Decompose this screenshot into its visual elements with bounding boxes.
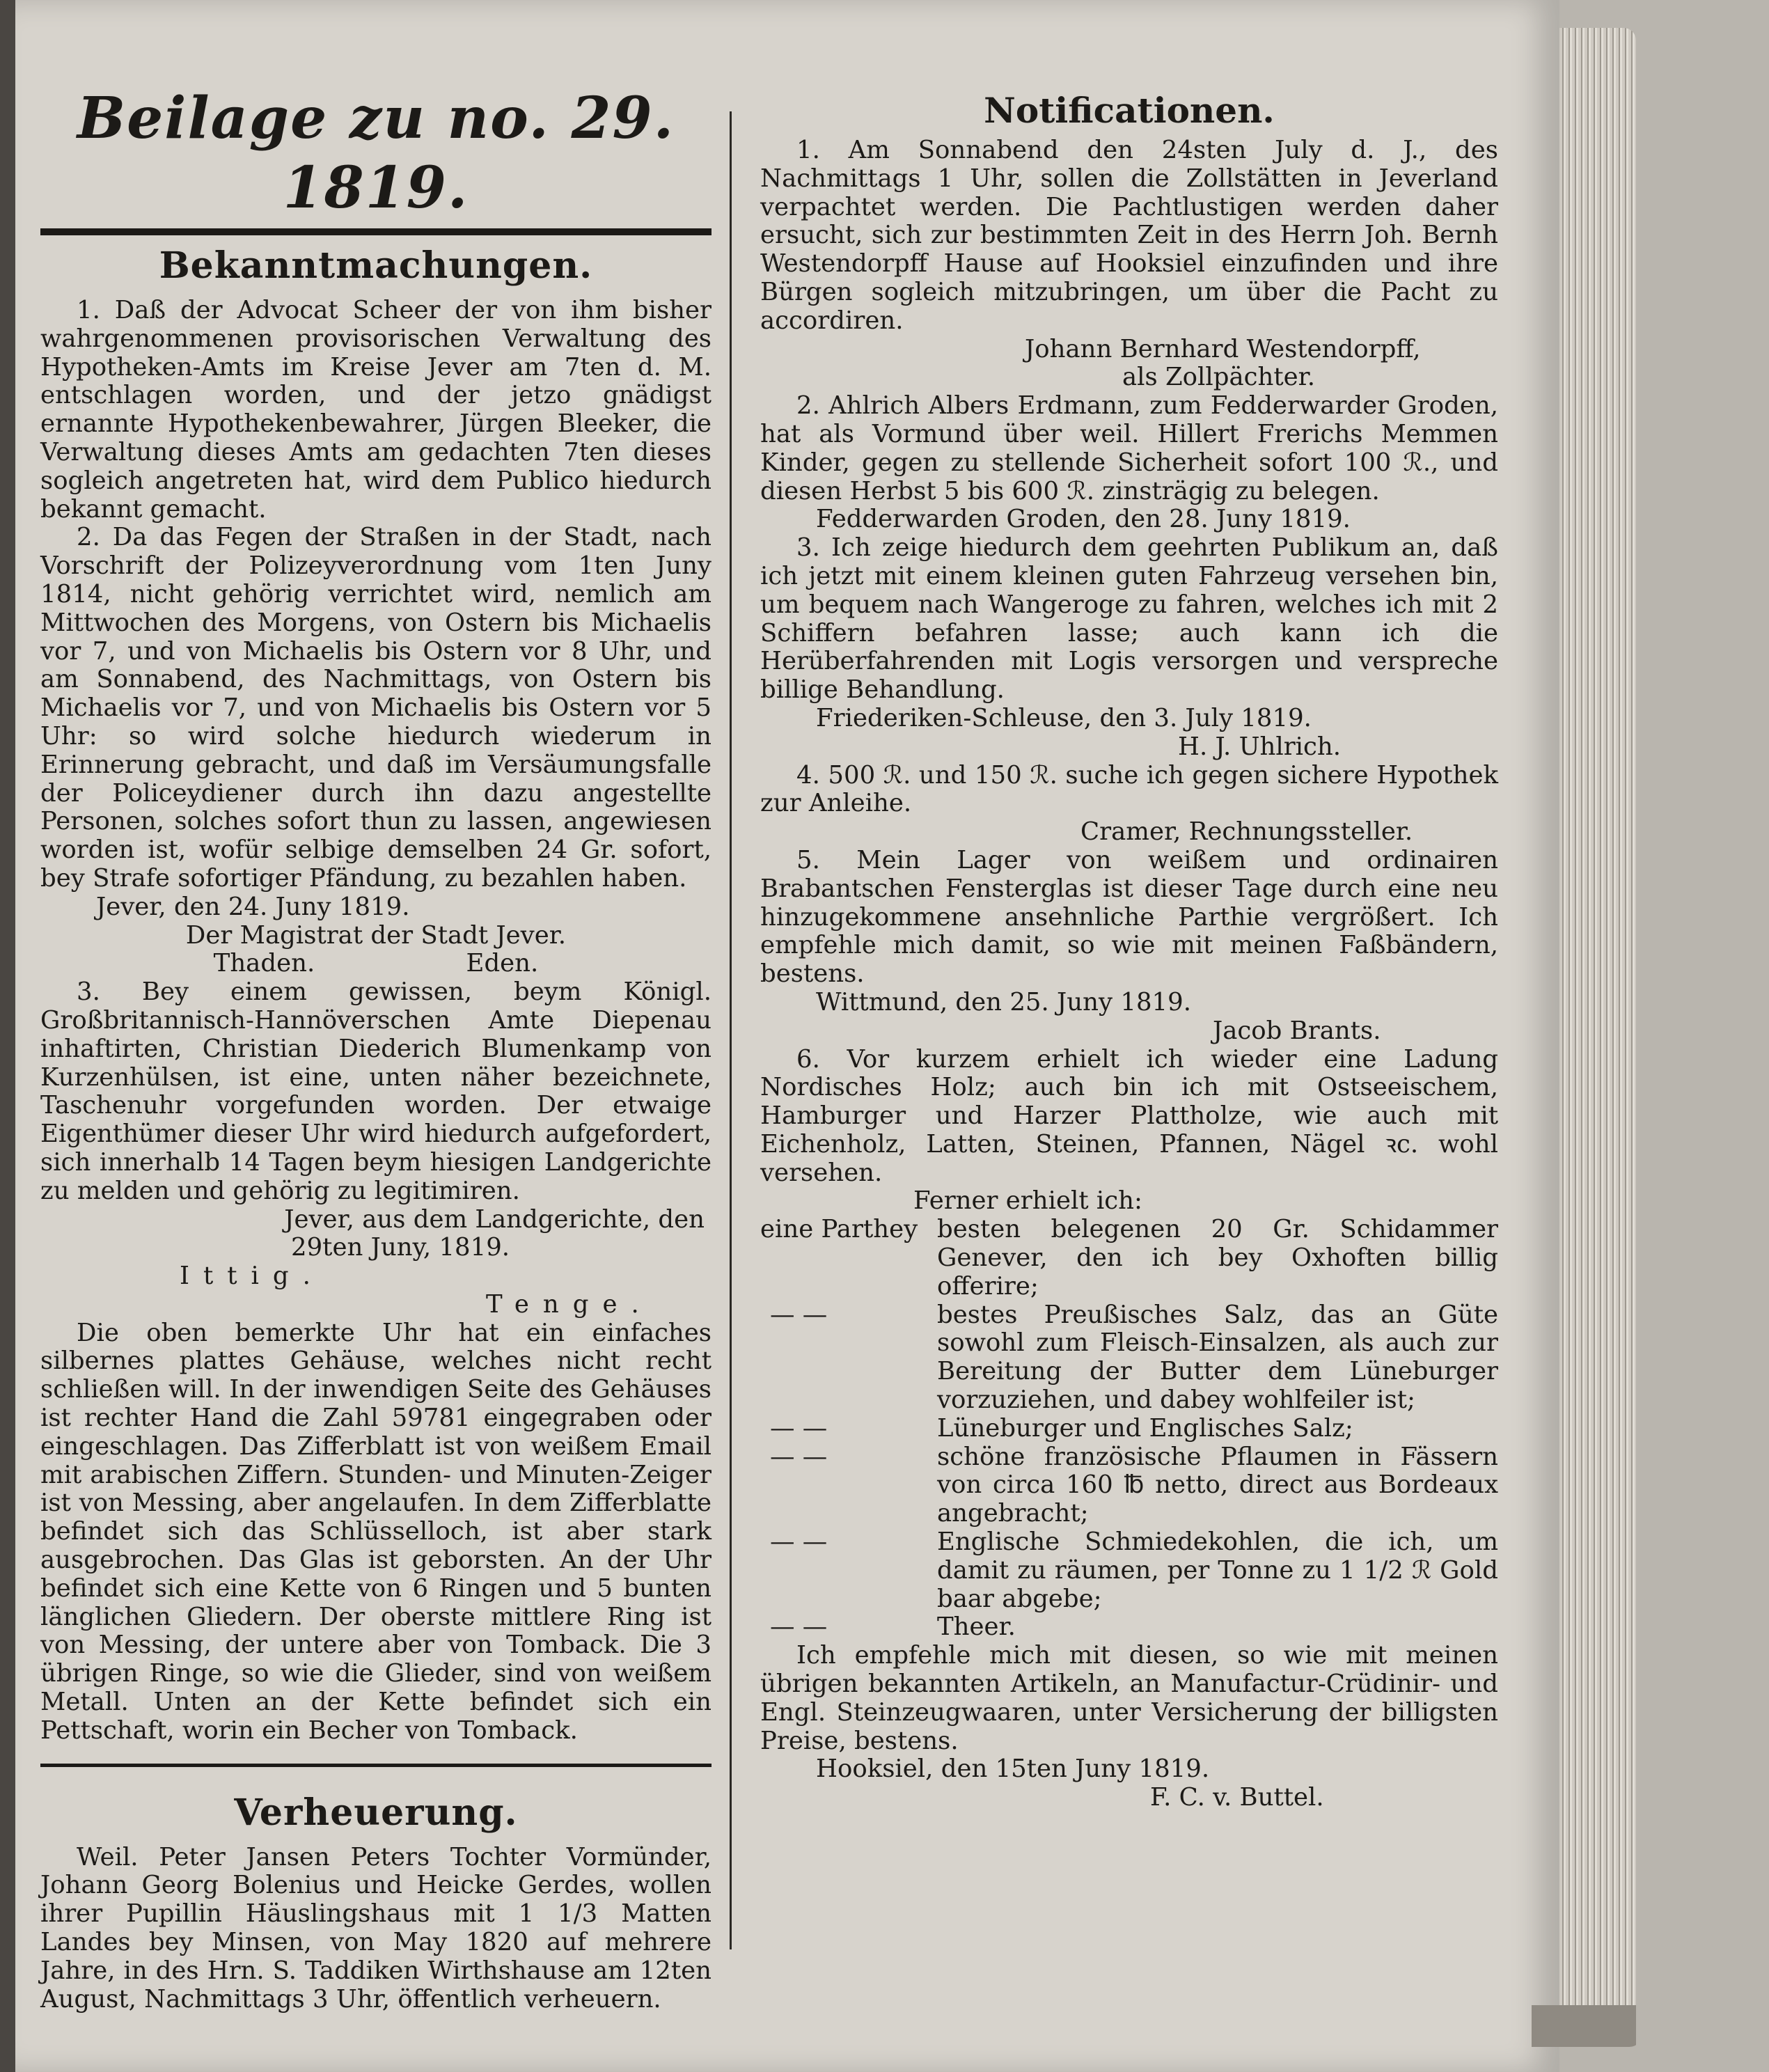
notice-3-date-line2: 29ten Juny, 1819. bbox=[291, 1233, 510, 1262]
masthead-rule bbox=[40, 228, 711, 235]
section-heading-bekanntmachungen: Bekanntmachungen. bbox=[159, 244, 593, 287]
goods-prefix: — — bbox=[770, 1442, 828, 1471]
goods-prefix: eine Parthey bbox=[760, 1215, 918, 1244]
book-page-edges bbox=[1559, 28, 1636, 2047]
goods-prefix: — — bbox=[770, 1528, 828, 1557]
notification-2-text: 2. Ahlrich Albers Erdmann, zum Fedderwarder Groden, hat als Vormund über weil. Hillert Frerichs Memmen Kinder, gegen zu stellende Sicherheit sofort 100 ℛ., und diesen Herbst 5 bis 600 ℛ. zinsträgig zu belegen. bbox=[760, 391, 1498, 505]
notification-2-date: Fedderwarden Groden, den 28. Juny 1819. bbox=[816, 505, 1351, 534]
notification-4-signer: Cramer, Rechnungssteller. bbox=[1080, 817, 1413, 847]
section-heading-verheuerung: Verheuerung. bbox=[234, 1791, 518, 1834]
notification-3-text: 3. Ich zeige hiedurch dem geehrten Publikum an, daß ich jetzt mit einem kleinen guten Fahrzeug versehen bin, um bequem nach Wangeroge zu fahren, welches ich mit 2 Schiffern befahren lasse; auch kann ich die Herüberfahrenden mit Logis versorgen und verspreche billige Behandlung. bbox=[760, 533, 1498, 705]
column-rule bbox=[730, 111, 732, 1949]
section-bekanntmachungen bbox=[40, 245, 711, 1745]
notification-6-text: 6. Vor kurzem erhielt ich wieder eine Ladung Nordisches Holz; auch bin ich mit Ostseeischem, Hamburger und Harzer Plattholze, wie auch mit Eichenholz, Latten, Steinen, Pfannen, Nägel ꝛc. wohl versehen. bbox=[760, 1044, 1498, 1187]
notification-6-closing: Ich empfehle mich mit diesen, so wie mit meinen übrigen bekannten Artikeln, an Manufactur-Crüdinir- und Engl. Steinzeugwaaren, unter Versicherung der billigsten Preise, bestens. bbox=[760, 1641, 1498, 1755]
notification-3-date: Friederiken-Schleuse, den 3. July 1819. bbox=[816, 703, 1312, 732]
notification-5-signer: Jacob Brants. bbox=[1213, 1016, 1381, 1045]
notice-2-names bbox=[40, 950, 711, 978]
notice-2-name-thaden: Thaden. bbox=[213, 949, 315, 978]
goods-text: besten belegenen 20 Gr. Schidammer Genever, den ich bey Oxhoften billig offerire; bbox=[937, 1215, 1498, 1301]
masthead-title: Beilage zu no. 29. 1819. bbox=[77, 85, 675, 221]
notification-1-signer: Johann Bernhard Westendorpff, bbox=[1025, 334, 1421, 363]
notice-1-text: 1. Daß der Advocat Scheer der von ihm bisher wahrgenommenen provisorischen Verwaltung des Hypotheken-Amts im Kreise Jever am 7ten d. M. entschlagen worden, und der jetzo gnädigst ernannte Hypothekenbewahrer, Jürgen Bleeker, die Verwaltung dieses Amts am gedachten 7ten dieses sogleich angetreten hat, wird dem Publico hiedurch bekannt gemacht. bbox=[40, 296, 711, 524]
list-item bbox=[760, 1415, 1498, 1443]
notification-1-text: 1. Am Sonnabend den 24sten July d. J., des Nachmittags 1 Uhr, sollen die Zollstätten in Jeverland verpachtet werden. Die Pachtlustigen werden daher ersucht, sich zur bestimmten Zeit in des Herrn Joh. Bernh Westendorpff Hause auf Hooksiel einzufinden und ihre Bürgen sogleich mitzubringen, um über die Pacht zu accordiren. bbox=[760, 136, 1498, 335]
scan-left-edge bbox=[0, 0, 15, 2072]
notification-5-date: Wittmund, den 25. Juny 1819. bbox=[816, 987, 1191, 1017]
notice-3-name-ittig: Ittig. bbox=[180, 1262, 324, 1291]
notification-6-date: Hooksiel, den 15ten Juny 1819. bbox=[816, 1755, 1210, 1784]
list-item bbox=[760, 1613, 1498, 1642]
notification-4-text: 4. 500 ℛ. und 150 ℛ. suche ich gegen sichere Hypothek zur Anleihe. bbox=[760, 760, 1498, 818]
goods-text: schöne französische Pflaumen in Fässern von circa 160 ℔ netto, direct aus Bordeaux angebracht; bbox=[937, 1442, 1498, 1528]
notification-6-signer: F. C. v. Buttel. bbox=[1150, 1783, 1324, 1812]
notice-2-name-eden: Eden. bbox=[466, 949, 539, 978]
list-item bbox=[760, 1528, 1498, 1613]
list-item bbox=[760, 1216, 1498, 1301]
notification-1-role: als Zollpächter. bbox=[1122, 363, 1316, 392]
goods-prefix: — — bbox=[770, 1612, 828, 1642]
goods-list bbox=[760, 1216, 1498, 1642]
goods-text: bestes Preußisches Salz, das an Güte sowohl zum Fleisch-Einsalzen, als auch zur Bereitung der Butter dem Lüneburger vorzuziehen, und dabey wohlfeiler ist; bbox=[937, 1300, 1498, 1415]
notice-3-name-tenge: Tenge. bbox=[486, 1289, 653, 1319]
section-verheuerung bbox=[40, 1792, 711, 2014]
notification-3-signer: H. J. Uhlrich. bbox=[1178, 732, 1342, 761]
goods-text: Englische Schmiedekohlen, die ich, um damit zu räumen, per Tonne zu 1 1/2 ℛ Gold baar abgebe; bbox=[937, 1528, 1498, 1613]
goods-prefix: — — bbox=[770, 1300, 828, 1329]
notice-3-text: 3. Bey einem gewissen, beym Königl. Großbritannisch-Hannöverschen Amte Diepenau inhaftirten, Christian Diederich Blumenkamp von Kurzenhülsen, ist eine, unten näher bezeichnete, Taschenuhr vorgefunden worden. Der etwaige Eigenthümer dieser Uhr wird hiedurch aufgefordert, sich innerhalb 14 Tagen beym hiesigen Landgerichte zu melden und gehörig zu legitimiren. bbox=[40, 978, 711, 1205]
goods-text: Theer. bbox=[937, 1612, 1016, 1642]
right-column bbox=[760, 84, 1498, 1812]
goods-prefix: — — bbox=[770, 1413, 828, 1443]
book-corner bbox=[1532, 2005, 1643, 2047]
goods-text: Lüneburger und Englisches Salz; bbox=[937, 1413, 1353, 1443]
notification-5-text: 5. Mein Lager von weißem und ordinairen Brabantschen Fensterglas ist dieser Tage durch eine neu hinzugekommene ansehnliche Parthie vergrößert. Ich empfehle mich damit, so wie mit meinen Faßbändern, bestens. bbox=[760, 845, 1498, 989]
scan-background bbox=[1636, 0, 1769, 2072]
verheuerung-text: Weil. Peter Jansen Peters Tochter Vormünder, Johann Georg Bolenius und Heicke Gerdes, wollen ihrer Pupillin Häuslingshaus mit 1 1/3 Matten Landes bey Minsen, von May 1820 auf mehrere Jahre, in des Hrn. S. Taddiken Wirthshause am 12ten August, Nachmittags 3 Uhr, öffentlich verheuern. bbox=[40, 1842, 711, 2014]
section-heading-notificationen: Notificationen. bbox=[984, 90, 1275, 131]
notice-3-watch-description: Die oben bemerkte Uhr hat ein einfaches silbernes plattes Gehäuse, welches nicht recht schließen will. In der inwendigen Seite des Gehäuses ist rechter Hand die Zahl 59781 eingegraben oder eingeschlagen. Das Zifferblatt ist von weißem Email mit arabischen Ziffern. Stunden- und Minuten-Zeiger ist von Messing, aber angelaufen. In dem Zifferblatte befindet sich das Schlüsselloch, ist aber stark ausgebrochen. Das Glas ist geborsten. An der Uhr befindet sich eine Kette von 6 Ringen und 5 bunten länglichen Gliedern. Der oberste mittlere Ring ist von Messing, der untere aber von Tomback. Die 3 übrigen Ringe, so wie die Glieder, sind von weißem Metall. Unten an der Kette befindet sich ein Pettschaft, worin ein Becher von Tomback. bbox=[40, 1318, 711, 1745]
list-item bbox=[760, 1301, 1498, 1415]
list-item bbox=[760, 1443, 1498, 1528]
notice-2-signer: Der Magistrat der Stadt Jever. bbox=[185, 920, 567, 950]
notification-6-ferner: Ferner erhielt ich: bbox=[913, 1186, 1142, 1216]
notice-2-date: Jever, den 24. Juny 1819. bbox=[96, 892, 410, 921]
notice-2-text: 2. Da das Fegen der Straßen in der Stadt, nach Vorschrift der Polizeyverordnung vom 1ten Juny 1814, nicht gehörig verrichtet wird, nemlich am Mittwochen des Morgens, von Ostern bis Michaelis vor 7, und von Michaelis bis Ostern vor 8 Uhr, und am Sonnabend, des Nachmittags, von Ostern bis Michaelis vor 7, und von Michaelis bis Ostern vor 5 Uhr: so wird solche hiedurch wiederum in Erinnerung gebracht, und daß im Versäumungsfalle der Policeydiener durch ihn dazu angestellte Personen, solches sofort thun zu lassen, angewiesen worden ist, wofür selbige demselben 24 Gr. sofort, bey Strafe sofortiger Pfändung, zu bezahlen haben. bbox=[40, 523, 711, 893]
section-divider bbox=[40, 1764, 711, 1767]
notice-3-date-line1: Jever, aus dem Landgerichte, den bbox=[284, 1204, 705, 1234]
left-column bbox=[40, 84, 711, 2014]
